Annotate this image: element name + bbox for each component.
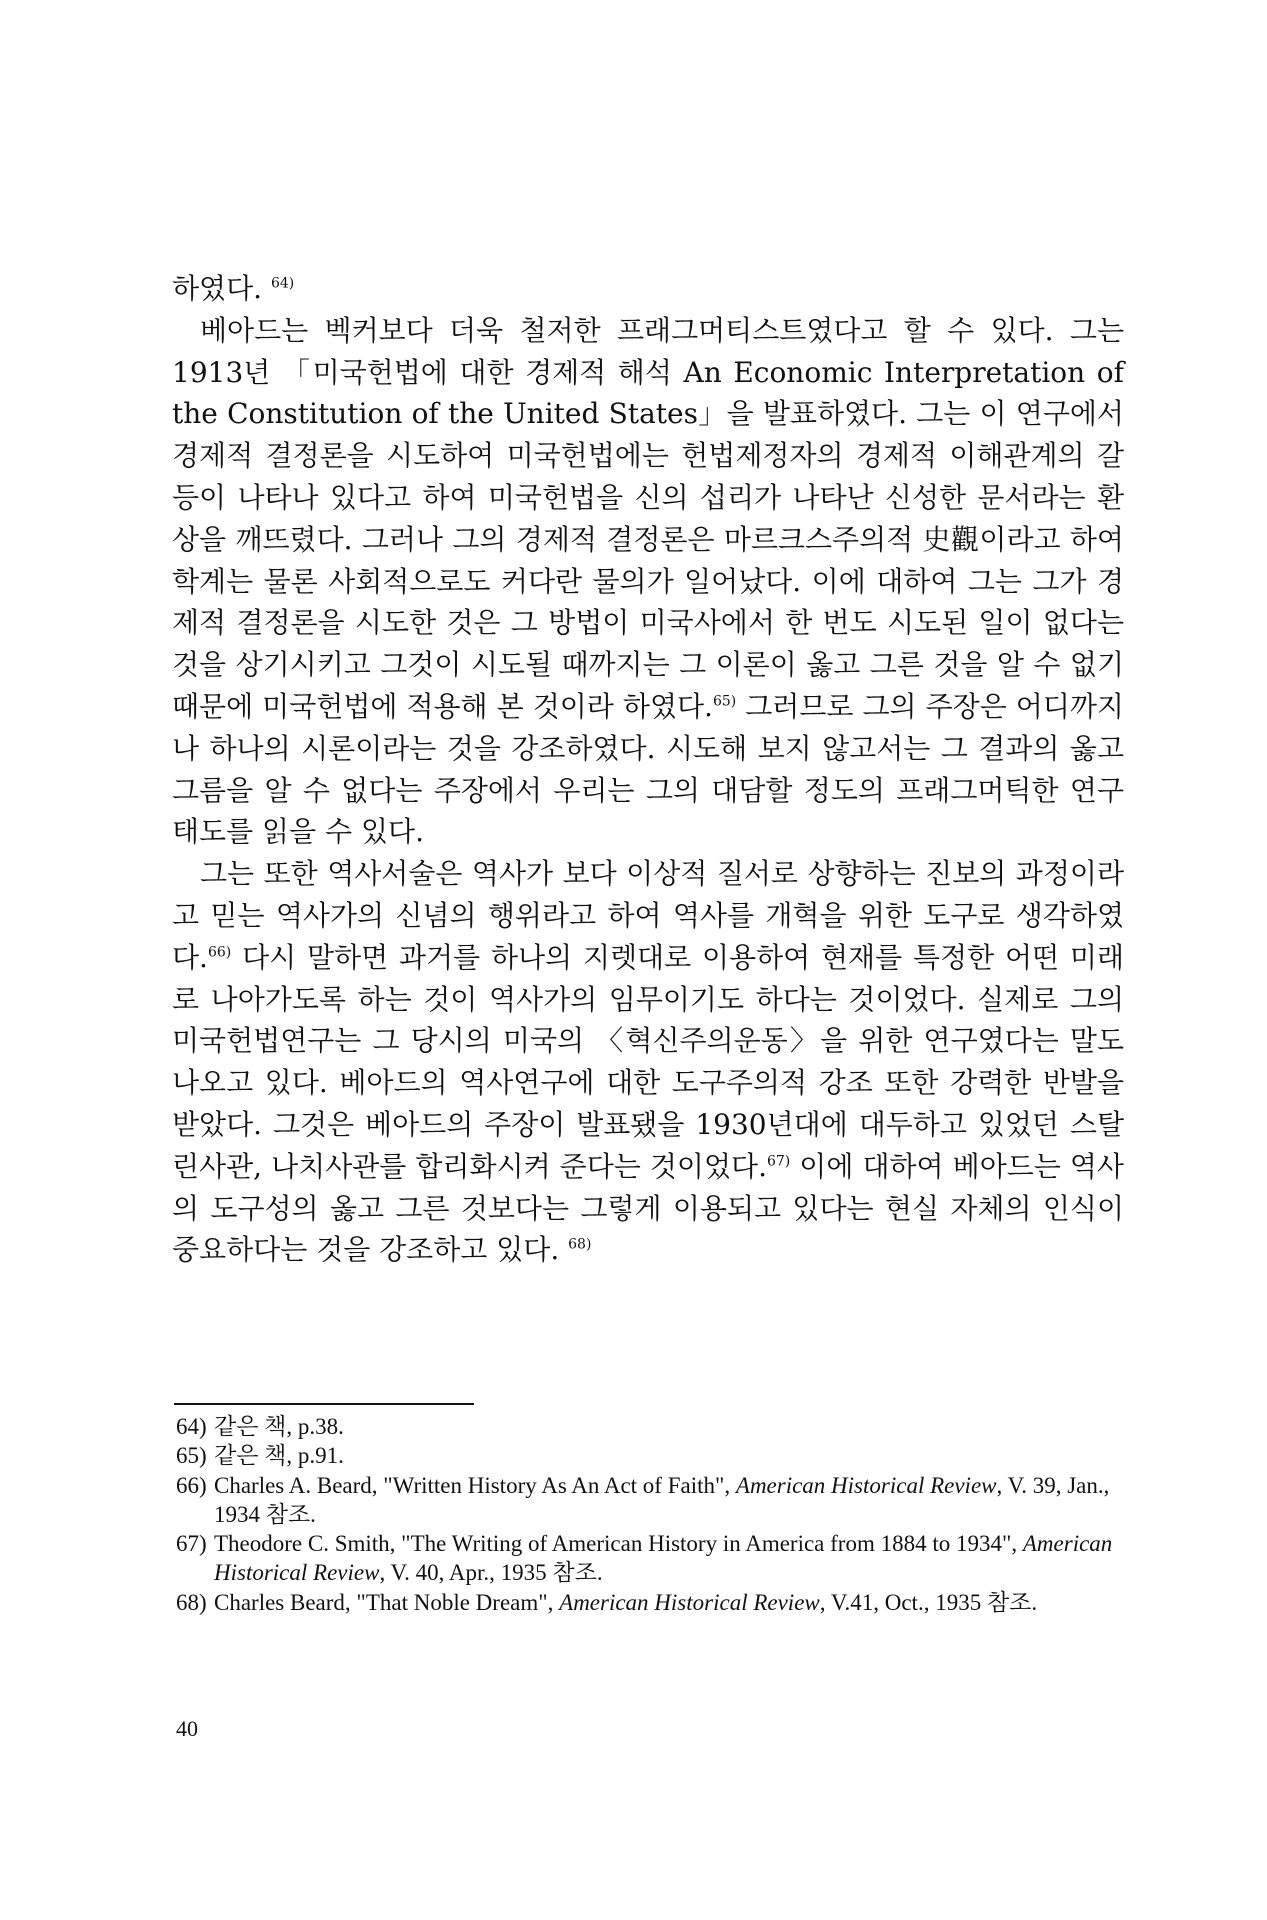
- paragraph-3-text-a: 그는 또한 역사서술은 역사가 보다 이상적 질서로 상향하는 진보의 과정이라고 믿는 역사가의 신념의 행위라고 하여 역사를 개혁을 위한 도구로 생각하였다.: [172, 857, 1124, 974]
- footnote-number: 68): [176, 1589, 207, 1615]
- footnote-ref-65: 65): [712, 693, 737, 710]
- footnote-number: 66): [176, 1472, 207, 1498]
- paragraph-3-text-c: 이에 대하여 베아드는 역사의 도구성의 옳고 그른 것보다는 그렇게 이용되고 있다는 현실 자체의 인식이 중요하다는 것을 강조하고 있다.: [172, 1149, 1124, 1267]
- footnote-64: [176, 1412, 1124, 1441]
- footnote-number: 64): [176, 1414, 207, 1439]
- paragraph-3-text-b: 다시 말하면 과거를 하나의 지렛대로 이용하여 현재를 특정한 어떤 미래로 나아가도록 하는 것이 역사가의 임무이기도 하다는 것이었다. 실제로 그의 미국헌법연구는 그 당시의 미국의 〈혁신주의운동〉을 위한 연구였다는 말도 나오고 있다. 베아드의 역사연구에 대한 도구주의적 강조 또한 강력한 반발을 받았다. 그것은 베아드의 주장이 발표됐을 1930년대에 대두하고 있었던 스탈린사관, 나치사관를 합리화시켜 준다는 것이었다.: [172, 940, 1124, 1183]
- footnote-citation: Theodore C. Smith, "The Writing of American History in America from 1884 to 1934",: [214, 1531, 1023, 1557]
- journal-title: American Historical Review: [214, 1531, 1113, 1586]
- journal-title: American Historical Review: [559, 1589, 820, 1615]
- paragraph-2-text-a: 베아드는 벡커보다 더욱 철저한 프래그머티스트였다고 할 수 있다. 그는 1913년 「미국헌법에 대한 경제적 해석 An Economic Interpretation of the Constitution of the United States」을 발표하였다. 그는 이 연구에서 경제적 결정론을 시도하여 미국헌법에는 헌법제정자의 경제적 이해관계의 갈등이 나타나 있다고 하여 미국헌법을 신의 섭리가 나타난 신성한 문서라는 환상을 깨뜨렸다. 그러나 그의 경제적 결정론은 마르크스주의적 史觀이라고 하여 학계는 물론 사회적으로도 커다란 물의가 일어났다. 이에 대하여 그는 그가 경제적 결정론을 시도한 것은 그 방법이 미국사에서 한 번도 시도된 일이 없다는 것을 상기시키고 그것이 시도될 때까지는 그 이론이 옳고 그른 것을 알 수 없기 때문에 미국헌법에 적용해 본 것이라 하였다.: [172, 313, 1124, 723]
- footnote-text: 같은 책, p.38.: [214, 1414, 344, 1439]
- footnote-ref-64: 64): [270, 275, 295, 292]
- footnote-citation-tail: , V. 39, Jan., 1934 참조.: [214, 1472, 1110, 1527]
- paragraph-3: [172, 853, 1124, 1271]
- paragraph-1-text: 하였다.: [172, 272, 263, 305]
- paragraph-1: [172, 268, 1124, 310]
- footnote-number: 67): [176, 1531, 207, 1557]
- footnote-text: [214, 1471, 1124, 1530]
- footnote-number: 65): [176, 1443, 207, 1469]
- footnote-ref-68: 68): [568, 1237, 592, 1253]
- paragraph-2-text-b: 그러므로 그의 주장은 어디까지나 하나의 시론이라는 것을 강조하였다. 시도해 보지 않고서는 그 결과의 옳고 그름을 알 수 없다는 주장에서 우리는 그의 대담할 정도의 프래그머틱한 연구태도를 읽을 수 있다.: [172, 689, 1124, 849]
- footnote-divider: [174, 1403, 474, 1405]
- paragraph-2: [172, 310, 1124, 853]
- footnote-citation-tail: , V. 40, Apr., 1935 참조.: [379, 1560, 603, 1586]
- footnote-citation: Charles A. Beard, "Written History As An Act of Faith",: [214, 1472, 736, 1498]
- footnote-67: [176, 1529, 1124, 1588]
- footnote-text: 같은 책, p.91.: [214, 1443, 344, 1469]
- footnote-68: [176, 1588, 1124, 1617]
- footnote-text: [214, 1529, 1124, 1588]
- body-text: [172, 268, 1124, 1271]
- footnote-65: [176, 1441, 1124, 1470]
- journal-title: American Historical Review: [735, 1472, 997, 1498]
- footnote-citation: Charles Beard, "That Noble Dream",: [214, 1589, 560, 1615]
- page-number: 40: [176, 1716, 198, 1741]
- footnotes: [176, 1412, 1124, 1617]
- footnote-ref-67: 67): [766, 1153, 791, 1170]
- footnote-citation-tail: , V.41, Oct., 1935 참조.: [819, 1589, 1038, 1615]
- footnote-ref-66: 66): [207, 944, 232, 961]
- footnote-text: [214, 1588, 1124, 1617]
- footnote-66: [176, 1471, 1124, 1530]
